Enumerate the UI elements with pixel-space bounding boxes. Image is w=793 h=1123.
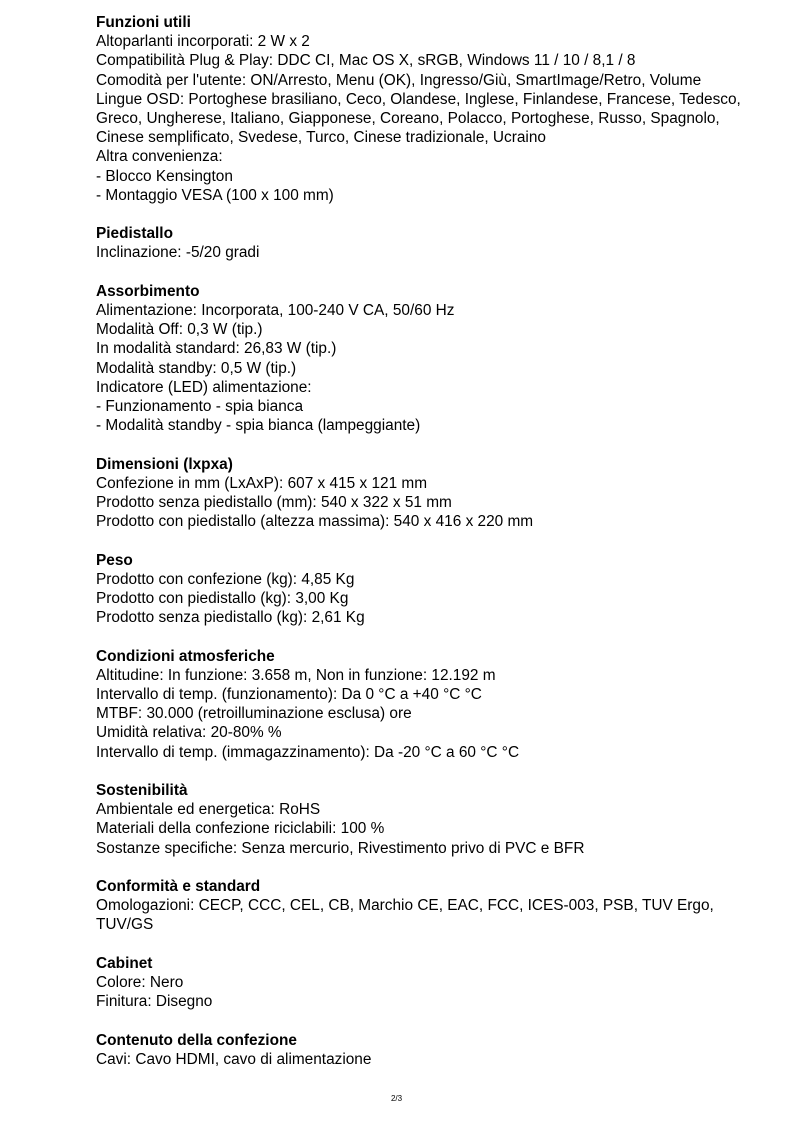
spec-line: Altitudine: In funzione: 3.658 m, Non in funzione: 12.192 m xyxy=(96,666,496,684)
section-title: Funzioni utili xyxy=(96,14,191,31)
spec-line: In modalità standard: 26,83 W (tip.) xyxy=(96,340,337,358)
spec-line: - Modalità standby - spia bianca (lampeggiante) xyxy=(96,417,421,435)
spec-line: Sostanze specifiche: Senza mercurio, Rivestimento privo di PVC e BFR xyxy=(96,839,585,857)
spec-line: Colore: Nero xyxy=(96,974,184,992)
spec-line: Modalità standby: 0,5 W (tip.) xyxy=(96,359,297,377)
spec-line: Omologazioni: CECP, CCC, CEL, CB, Marchio CE, EAC, FCC, ICES-003, PSB, TUV Ergo, TUV/GS xyxy=(96,897,714,934)
section-weight xyxy=(96,551,756,628)
section-useful-features xyxy=(96,13,756,205)
spec-line: Altra convenienza: xyxy=(96,148,223,166)
section-title: Piedistallo xyxy=(96,225,173,243)
section-title: Condizioni atmosferiche xyxy=(96,647,275,665)
spec-line: Comodità per l'utente: ON/Arresto, Menu (OK), Ingresso/Giù, SmartImage/Retro, Volume xyxy=(96,71,702,89)
spec-line: Compatibilità Plug & Play: DDC CI, Mac OS X, sRGB, Windows 11 / 10 / 8,1 / 8 xyxy=(96,52,636,70)
spec-line: Intervallo di temp. (immagazzinamento): Da -20 °C a 60 °C °C xyxy=(96,743,520,761)
spec-line: Indicatore (LED) alimentazione: xyxy=(96,378,312,396)
spec-line: - Funzionamento - spia bianca xyxy=(96,398,304,416)
spec-line: MTBF: 30.000 (retroilluminazione esclusa) ore xyxy=(96,705,412,723)
spec-line: Umidità relativa: 20-80% % xyxy=(96,724,282,742)
section-stand xyxy=(96,224,756,262)
section-power xyxy=(96,282,756,436)
spec-line: Finitura: Disegno xyxy=(96,993,213,1011)
section-title: Assorbimento xyxy=(96,282,200,300)
section-environmental-conditions xyxy=(96,647,756,762)
section-title: Contenuto della confezione xyxy=(96,1031,297,1049)
spec-line: Materiali della confezione riciclabili: 100 % xyxy=(96,820,385,838)
spec-line: Prodotto senza piedistallo (kg): 2,61 Kg xyxy=(96,609,365,627)
spec-line: Prodotto con piedistallo (altezza massima): 540 x 416 x 220 mm xyxy=(96,513,534,531)
section-sustainability xyxy=(96,781,756,858)
page-number: 2/3 xyxy=(390,1094,403,1103)
spec-line: Ambientale ed energetica: RoHS xyxy=(96,801,321,819)
spec-line: Cavi: Cavo HDMI, cavo di alimentazione xyxy=(96,1050,372,1068)
section-title: Peso xyxy=(96,551,133,569)
spec-line: Altoparlanti incorporati: 2 W x 2 xyxy=(96,33,310,51)
section-cabinet xyxy=(96,954,756,1012)
spec-line: Intervallo di temp. (funzionamento): Da 0 °C a +40 °C °C xyxy=(96,686,482,704)
spec-line: Inclinazione: -5/20 gradi xyxy=(96,244,260,262)
spec-line: - Blocco Kensington xyxy=(96,167,233,185)
section-dimensions xyxy=(96,455,756,532)
spec-line: Lingue OSD: Portoghese brasiliano, Ceco, Olandese, Inglese, Finlandese, Francese, Tedesco, Greco, Ungherese, Italiano, Giapponese, Coreano, Polacco, Portoghese, Russo, Spagnolo, Cinese semplificato, Svedese, Turco, Cinese tradizionale, Ucraino xyxy=(96,90,741,147)
section-title: Cabinet xyxy=(96,954,153,972)
section-title: Sostenibilità xyxy=(96,782,188,800)
spec-line: - Montaggio VESA (100 x 100 mm) xyxy=(96,186,334,204)
spec-sheet-body xyxy=(96,13,756,1088)
section-compliance xyxy=(96,877,756,935)
spec-line: Alimentazione: Incorporata, 100-240 V CA, 50/60 Hz xyxy=(96,302,455,320)
spec-line: Prodotto con piedistallo (kg): 3,00 Kg xyxy=(96,590,349,608)
section-box-contents xyxy=(96,1031,756,1069)
section-title: Conformità e standard xyxy=(96,878,261,896)
spec-line: Confezione in mm (LxAxP): 607 x 415 x 121 mm xyxy=(96,474,428,492)
spec-line: Modalità Off: 0,3 W (tip.) xyxy=(96,321,263,339)
spec-line: Prodotto con confezione (kg): 4,85 Kg xyxy=(96,570,355,588)
spec-line: Prodotto senza piedistallo (mm): 540 x 322 x 51 mm xyxy=(96,494,452,512)
section-title: Dimensioni (lxpxa) xyxy=(96,455,233,473)
